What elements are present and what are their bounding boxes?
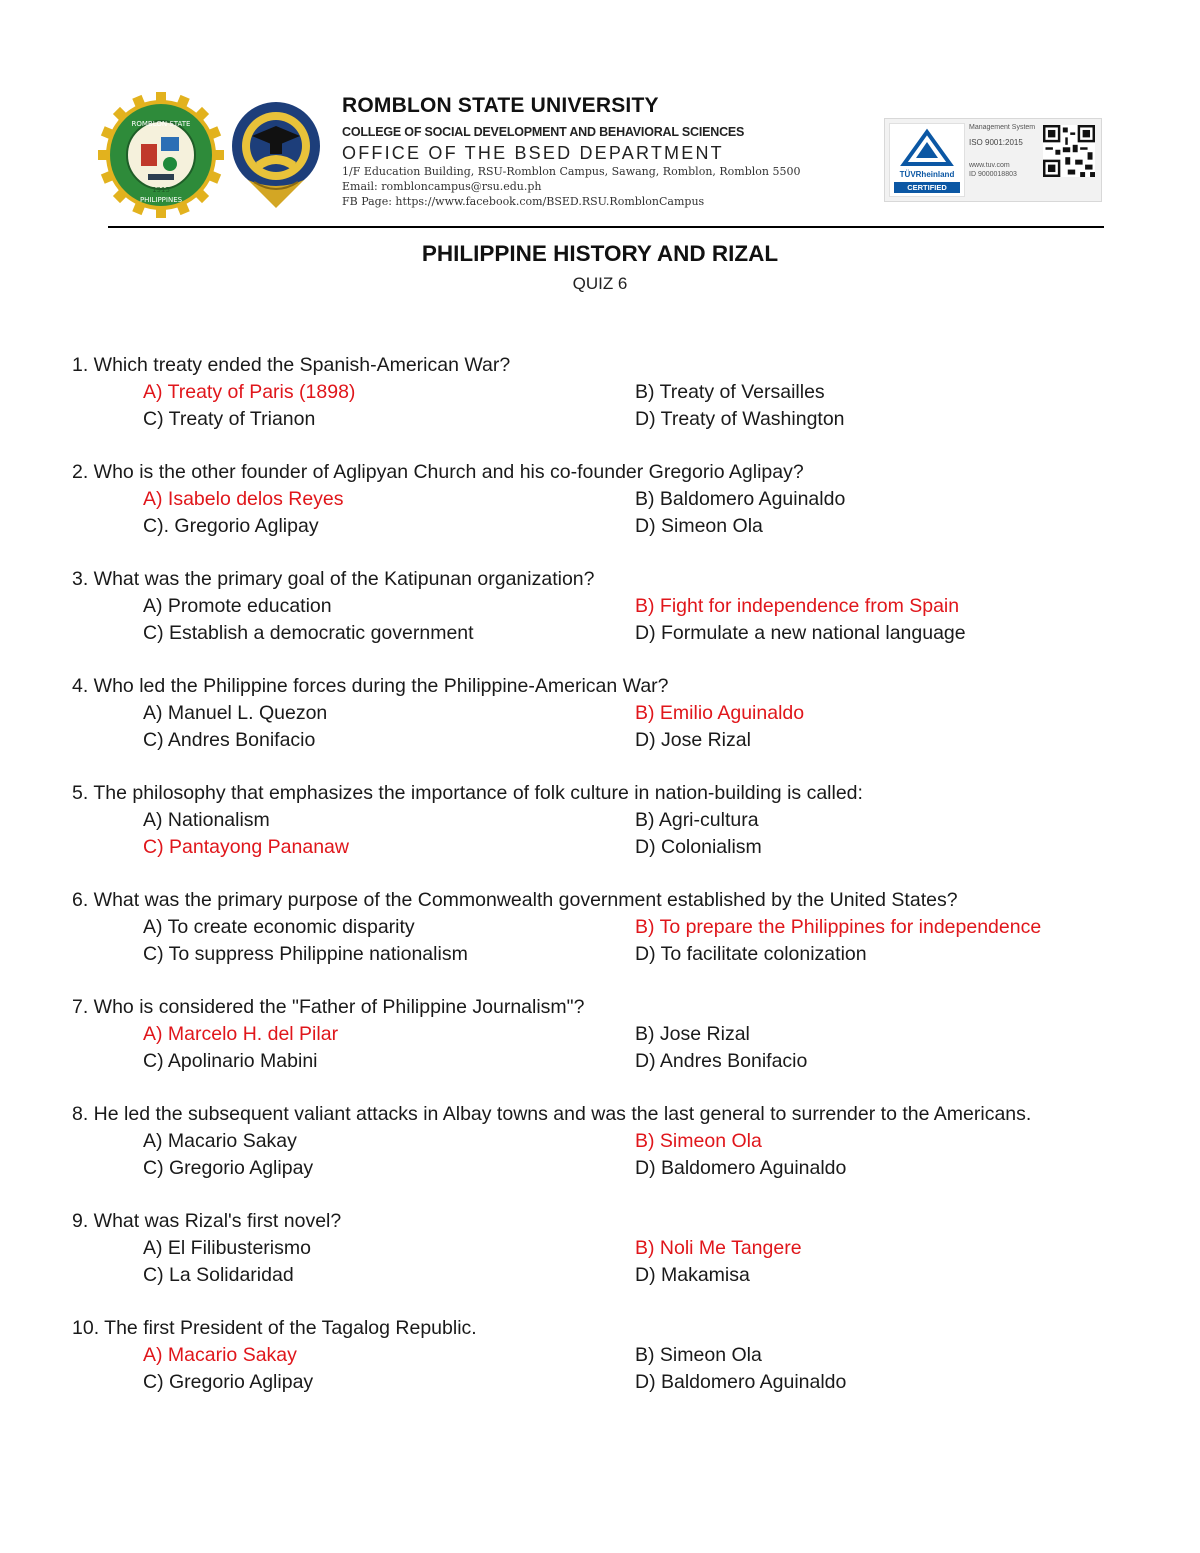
- svg-text:PHILIPPINES: PHILIPPINES: [139, 196, 183, 204]
- question-text: 5. The philosophy that emphasizes the importance of folk culture in nation-building is called:: [72, 782, 863, 804]
- certified-label: CERTIFIED: [894, 182, 960, 193]
- answer-option: C) La Solidaridad: [143, 1264, 294, 1286]
- quiz-question: [72, 887, 1132, 968]
- answer-option: C) Treaty of Trianon: [143, 408, 316, 430]
- certificate-id: ID 9000018803: [969, 171, 1017, 178]
- rsu-seal-logo: [98, 92, 224, 218]
- question-text: 8. He led the subsequent valiant attacks in Albay towns and was the last general to surrender to the Americans.: [72, 1103, 1032, 1125]
- answer-options: [72, 807, 1132, 861]
- qr-code-icon: [1043, 125, 1095, 177]
- answer-option: D) Treaty of Washington: [635, 408, 845, 430]
- answer-option: B) Simeon Ola: [635, 1344, 762, 1366]
- office-name: OFFICE OF THE BSED DEPARTMENT: [342, 143, 724, 163]
- answer-options: [72, 1342, 1132, 1396]
- answer-option: A) Macario Sakay: [143, 1130, 297, 1152]
- answer-option: A) To create economic disparity: [143, 916, 415, 938]
- question-text: 3. What was the primary goal of the Katipunan organization?: [72, 568, 595, 590]
- question-text: 9. What was Rizal's first novel?: [72, 1210, 342, 1232]
- question-text: 2. Who is the other founder of Aglipyan Church and his co-founder Gregorio Aglipay?: [72, 461, 804, 483]
- answer-option: A) El Filibusterismo: [143, 1237, 311, 1259]
- answer-option: D) Colonialism: [635, 836, 762, 858]
- answer-option: D) Andres Bonifacio: [635, 1050, 808, 1072]
- tuv-logo: [889, 123, 965, 197]
- tuv-triangle-icon: [900, 128, 954, 168]
- correct-answer-option: B) Emilio Aguinaldo: [635, 702, 805, 724]
- answer-options: [72, 486, 1132, 540]
- correct-answer-option: B) To prepare the Philippines for independence: [635, 916, 1042, 938]
- answer-option: A) Promote education: [143, 595, 332, 617]
- quiz-question: [72, 1315, 1132, 1396]
- answer-option: B) Agri-cultura: [635, 809, 759, 831]
- quiz-question: [72, 994, 1132, 1075]
- answer-option: B) Baldomero Aguinaldo: [635, 488, 846, 510]
- question-text: 1. Which treaty ended the Spanish-American War?: [72, 354, 511, 376]
- answer-option: A) Manuel L. Quezon: [143, 702, 328, 724]
- email-line: Email: rombloncampus@rsu.edu.ph: [342, 180, 542, 193]
- svg-text:ROMBLON STATE: ROMBLON STATE: [131, 120, 191, 128]
- question-text: 7. Who is considered the "Father of Philippine Journalism"?: [72, 996, 585, 1018]
- svg-text:1915: 1915: [152, 186, 170, 194]
- answer-options: [72, 1235, 1132, 1289]
- answer-option: D) To facilitate colonization: [635, 943, 867, 965]
- answer-option: D) Formulate a new national language: [635, 622, 966, 644]
- answer-option: D) Baldomero Aguinaldo: [635, 1157, 847, 1179]
- header-divider: [108, 226, 1104, 228]
- correct-answer-option: B) Simeon Ola: [635, 1130, 762, 1152]
- correct-answer-option: A) Isabelo delos Reyes: [143, 488, 344, 510]
- correct-answer-option: C) Pantayong Pananaw: [143, 836, 349, 858]
- quiz-question: [72, 566, 1132, 647]
- letterhead-header: [0, 0, 1200, 235]
- iso-standard: ISO 9001:2015: [969, 138, 1023, 147]
- correct-answer-option: A) Macario Sakay: [143, 1344, 297, 1366]
- question-text: 6. What was the primary purpose of the Commonwealth government established by the United States?: [72, 889, 958, 911]
- tuv-website: www.tuv.com: [969, 162, 1010, 169]
- quiz-question: [72, 459, 1132, 540]
- answer-options: [72, 700, 1132, 754]
- answer-option: C) Gregorio Aglipay: [143, 1157, 314, 1179]
- answer-options: [72, 914, 1132, 968]
- university-name: ROMBLON STATE UNIVERSITY: [342, 94, 659, 117]
- answer-options: [72, 1021, 1132, 1075]
- answer-option: D) Baldomero Aguinaldo: [635, 1371, 847, 1393]
- correct-answer-option: A) Marcelo H. del Pilar: [143, 1023, 339, 1045]
- answer-option: B) Treaty of Versailles: [635, 381, 825, 403]
- correct-answer-option: B) Noli Me Tangere: [635, 1237, 802, 1259]
- answer-option: C) To suppress Philippine nationalism: [143, 943, 468, 965]
- quiz-question: [72, 352, 1132, 433]
- correct-answer-option: A) Treaty of Paris (1898): [143, 381, 356, 403]
- quiz-number: QUIZ 6: [572, 274, 628, 293]
- quiz-question: [72, 1101, 1132, 1182]
- answer-option: B) Jose Rizal: [635, 1023, 750, 1045]
- college-name: COLLEGE OF SOCIAL DEVELOPMENT AND BEHAVIORAL SCIENCES: [342, 125, 745, 139]
- answer-option: D) Simeon Ola: [635, 515, 763, 537]
- quiz-question: [72, 673, 1132, 754]
- question-text: 10. The first President of the Tagalog Republic.: [72, 1317, 477, 1339]
- quiz-question: [72, 1208, 1132, 1289]
- question-text: 4. Who led the Philippine forces during the Philippine-American War?: [72, 675, 669, 697]
- certification-details: [969, 123, 1039, 179]
- correct-answer-option: B) Fight for independence from Spain: [635, 595, 960, 617]
- answer-option: A) Nationalism: [143, 809, 270, 831]
- tuv-brand: TÜVRheinland: [899, 170, 955, 179]
- document-title: PHILIPPINE HISTORY AND RIZAL: [421, 241, 779, 266]
- answer-option: C) Establish a democratic government: [143, 622, 474, 644]
- answer-option: C) Gregorio Aglipay: [143, 1371, 314, 1393]
- quiz-question: [72, 780, 1132, 861]
- answer-options: [72, 379, 1132, 433]
- management-system-label: Management System: [969, 124, 1036, 131]
- answer-option: C) Andres Bonifacio: [143, 729, 316, 751]
- iso-certification-badge: [884, 118, 1102, 202]
- address-line: 1/F Education Building, RSU-Romblon Campus, Sawang, Romblon, Romblon 5500: [342, 165, 801, 178]
- bsed-seal-logo: [226, 100, 326, 210]
- answer-option: C) Apolinario Mabini: [143, 1050, 318, 1072]
- letterhead-text: [342, 94, 862, 209]
- answer-options: [72, 593, 1132, 647]
- fb-page-line: FB Page: https://www.facebook.com/BSED.RSU.RomblonCampus: [342, 195, 705, 208]
- answer-option: D) Makamisa: [635, 1264, 750, 1286]
- answer-options: [72, 1128, 1132, 1182]
- answer-option: C). Gregorio Aglipay: [143, 515, 319, 537]
- quiz-questions: [72, 352, 1132, 1422]
- answer-option: D) Jose Rizal: [635, 729, 751, 751]
